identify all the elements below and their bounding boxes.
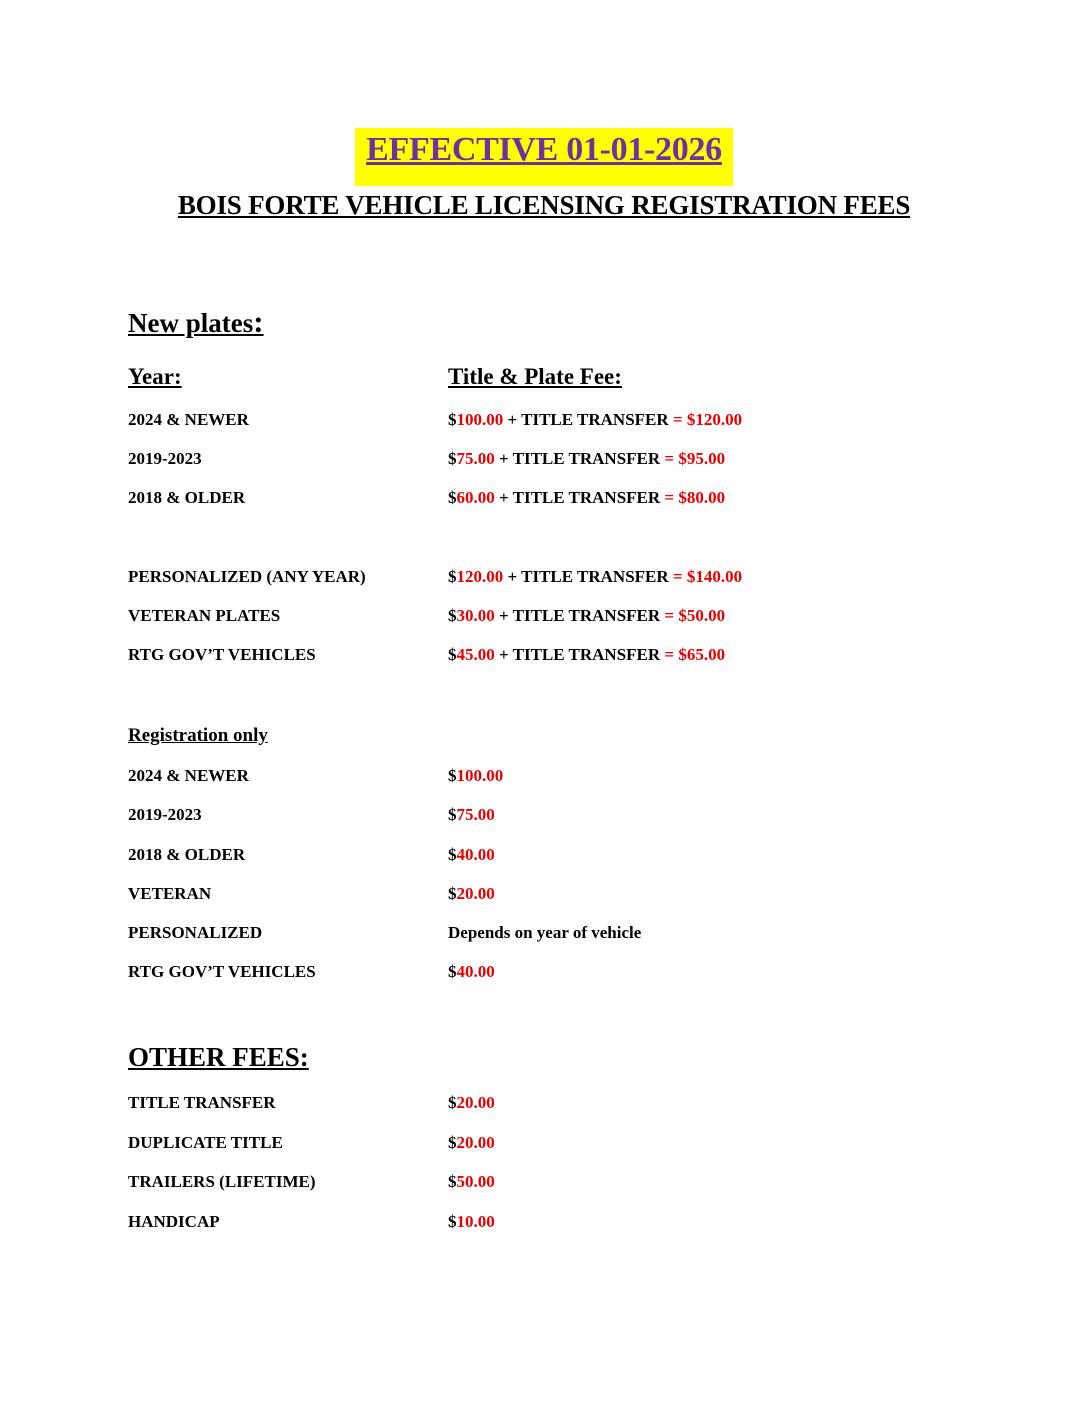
new-plates-row-label: PERSONALIZED (ANY YEAR) [128,567,366,586]
registration-row-note: Depends on year of vehicle [448,923,642,942]
registration-row-fee: $40.00 [448,845,495,864]
new-plates-row-fee: $100.00 + TITLE TRANSFER = $120.00 [448,410,743,429]
new-plates-row-fee: $30.00 + TITLE TRANSFER = $50.00 [448,606,726,625]
page-title: BOIS FORTE VEHICLE LICENSING REGISTRATION FEES [177,190,911,220]
registration-row-label: RTG GOV’T VEHICLES [128,962,316,981]
registration-row-label: 2018 & OLDER [128,845,246,864]
other-fees-row-fee: $50.00 [448,1172,495,1191]
other-fees-heading: OTHER FEES: [128,1042,309,1072]
new-plates-row-fee: $45.00 + TITLE TRANSFER = $65.00 [448,645,726,664]
new-plates-row-fee: $75.00 + TITLE TRANSFER = $95.00 [448,449,726,468]
effective-date-banner: EFFECTIVE 01-01-2026 [355,128,733,186]
other-fees-row-label: DUPLICATE TITLE [128,1133,283,1152]
fee-column-header: Title & Plate Fee: [448,364,622,389]
registration-row-fee: $100.00 [448,766,504,785]
registration-row-label: 2024 & NEWER [128,766,249,785]
other-fees-row-fee: $10.00 [448,1212,495,1231]
new-plates-heading-colon: : [253,304,264,339]
new-plates-row-fee: $60.00 + TITLE TRANSFER = $80.00 [448,488,726,507]
year-column-header: Year: [128,364,182,389]
registration-row-fee: $20.00 [448,884,495,903]
new-plates-row-label: 2019-2023 [128,449,202,468]
registration-row-fee: $40.00 [448,962,495,981]
registration-row-label: PERSONALIZED [128,923,263,942]
new-plates-row-label: 2018 & OLDER [128,488,246,507]
registration-row-label: VETERAN [128,884,212,903]
new-plates-heading-text: New plates [128,308,254,338]
new-plates-heading [128,306,264,339]
new-plates-row-label: RTG GOV’T VEHICLES [128,645,316,664]
registration-row-label: 2019-2023 [128,805,202,824]
new-plates-row-label: VETERAN PLATES [128,606,281,625]
registration-only-heading: Registration only [128,725,268,746]
other-fees-row-label: TITLE TRANSFER [128,1093,276,1112]
other-fees-row-label: HANDICAP [128,1212,220,1231]
new-plates-row-fee: $120.00 + TITLE TRANSFER = $140.00 [448,567,743,586]
other-fees-row-fee: $20.00 [448,1133,495,1152]
other-fees-row-label: TRAILERS (LIFETIME) [128,1172,316,1191]
other-fees-row-fee: $20.00 [448,1093,495,1112]
new-plates-row-label: 2024 & NEWER [128,410,249,429]
registration-row-fee: $75.00 [448,805,495,824]
